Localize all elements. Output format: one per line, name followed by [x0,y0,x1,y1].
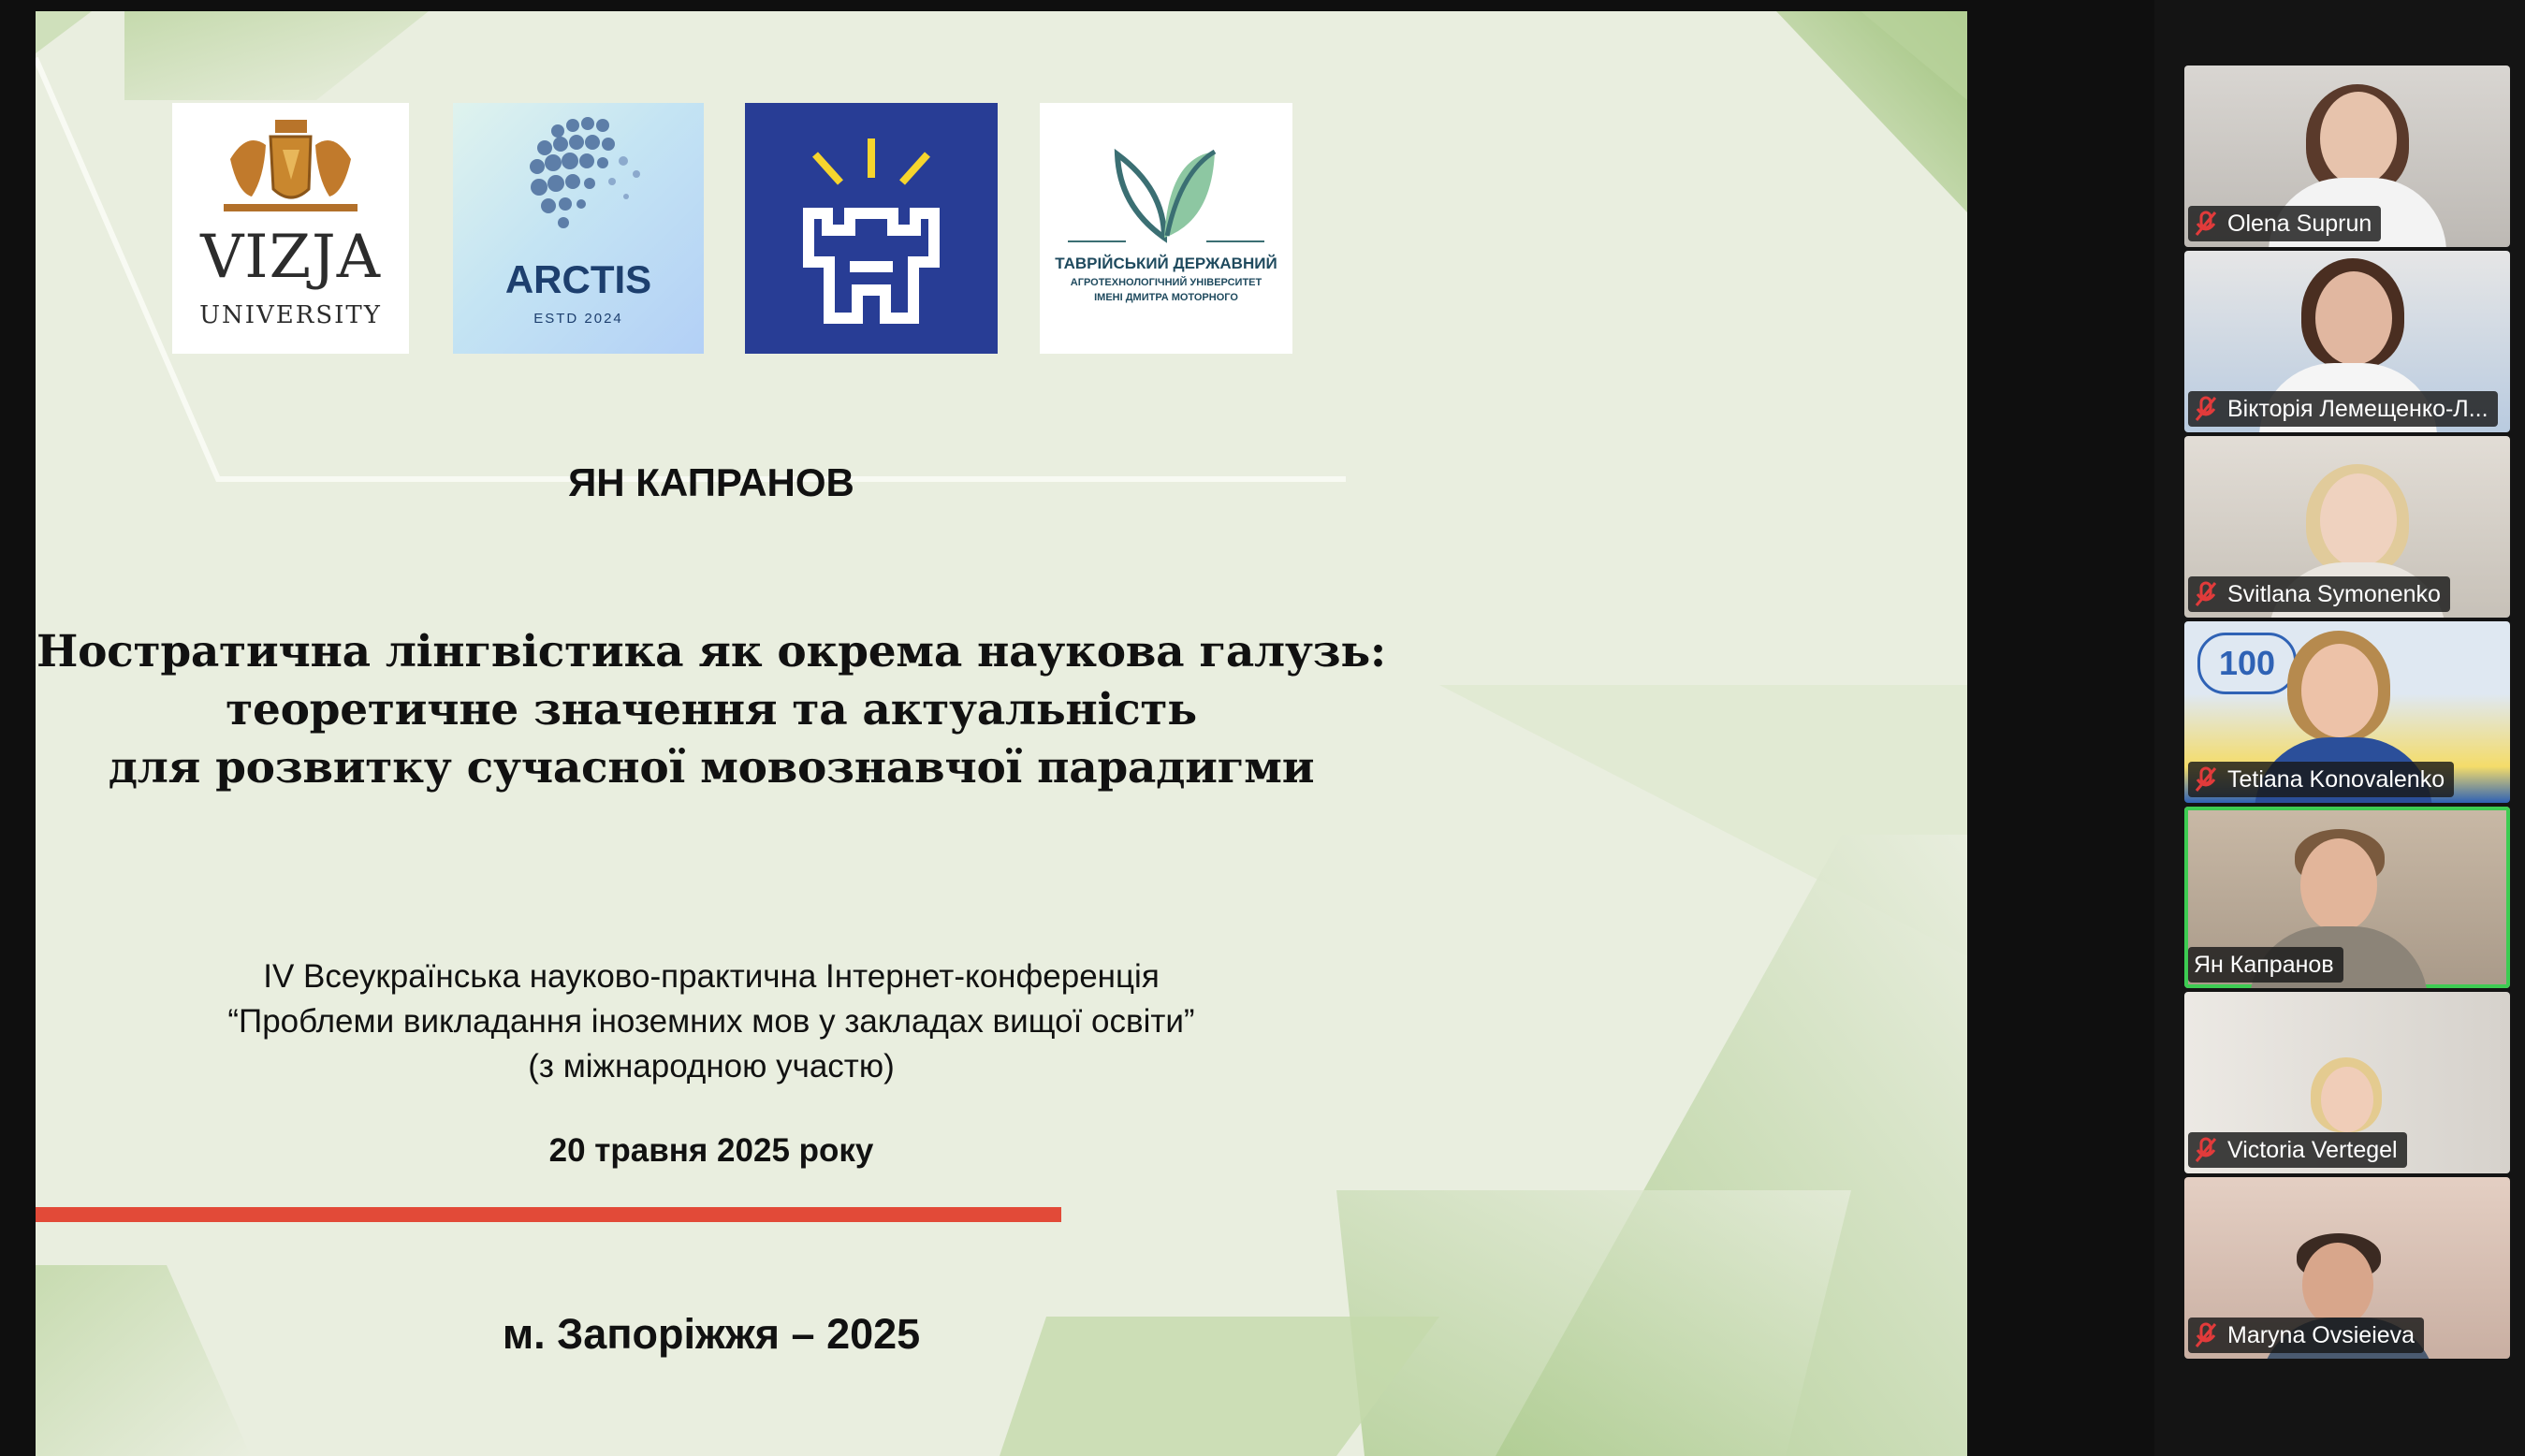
participant-name-tag [2188,762,2454,797]
participant-tile[interactable] [2184,436,2510,618]
participant-name-tag [2188,391,2498,427]
participant-tile-active-speaker[interactable] [2184,807,2510,988]
participant-name: Svitlana Symonenko [2227,580,2441,607]
participant-face [2300,838,2377,932]
participant-name: Victoria Vertegel [2227,1136,2398,1163]
participant-face [2301,644,2378,737]
participant-name: Tetiana Konovalenko [2227,765,2445,793]
participant-tile[interactable] [2184,1177,2510,1359]
conference-line: “Проблеми викладання іноземних мов у закладах вищої освіти” [227,1003,1195,1040]
tsatu-name-line1: ТАВРІЙСЬКИЙ ДЕРЖАВНИЙ [1055,255,1277,272]
participant-name: Ян Капранов [2194,951,2334,978]
leaf-book-icon [1040,103,1292,243]
participant-name-tag [2188,576,2450,612]
slide-title-line: теоретичне значення та актуальність [226,684,1197,735]
tower-rays-icon [745,103,998,354]
participant-tile[interactable] [2184,992,2510,1173]
participant-face [2320,473,2397,567]
participant-name: Вікторія Лемещенко-Л... [2227,395,2489,422]
tsatu-divider-left [1068,240,1126,242]
tsatu-name-line2: АГРОТЕХНОЛОГІЧНИЙ УНІВЕРСИТЕТ [1070,277,1262,288]
slide-title [36,623,1387,797]
tsatu-divider-right [1206,240,1264,242]
participant-face [2315,271,2392,365]
tsatu-name-line3: ІМЕНІ ДМИТРА МОТОРНОГО [1094,292,1238,303]
slide-title-line: для розвитку сучасної мовознавчої парадигми [108,742,1315,794]
conference-date: 20 травня 2025 року [548,1132,874,1169]
university-tower-logo [745,103,998,354]
jubilee-100-icon: 100 [2197,633,2297,694]
participant-name-tag [2188,1132,2407,1168]
arctis-wordmark: ARCTIS [504,257,652,301]
muted-mic-icon [2194,580,2218,608]
participant-tile[interactable] [2184,621,2510,803]
conference-info [36,954,1387,1089]
conference-place: м. Запоріжжя – 2025 [502,1310,921,1358]
participant-name-tag [2188,206,2381,241]
participant-face [2321,1067,2373,1132]
participant-tile[interactable] [2184,66,2510,247]
muted-mic-icon [2194,1136,2218,1164]
conference-line: (з міжнародною участю) [528,1048,895,1085]
participant-name-tag [2188,947,2343,983]
accent-divider [36,1207,1061,1222]
participant-face [2302,1243,2373,1327]
participant-name: Olena Suprun [2227,210,2372,237]
vizja-subtitle: UNIVERSITY [199,301,382,329]
arctis-logo [453,103,704,354]
muted-mic-icon [2194,210,2218,238]
conference-line: IV Всеукраїнська науково-практична Інтернет-конференція [263,958,1160,995]
muted-mic-icon [2194,1321,2218,1349]
slide-author: ЯН КАПРАНОВ [568,460,854,504]
tsatu-logo [1040,103,1292,354]
participant-name: Maryna Ovsieieva [2227,1321,2416,1348]
muted-mic-icon [2194,765,2218,794]
vizja-wordmark: VIZJA [200,223,381,292]
participant-name-tag [2188,1318,2424,1353]
slide-title-line: Ностратична лінгвістика як окрема наукова галузь: [36,626,1386,677]
muted-mic-icon [2194,395,2218,423]
vizja-crest-icon [172,103,409,225]
hexagon-globe-icon [453,103,704,253]
arctis-subtitle: ESTD 2024 [533,311,623,327]
participant-tile[interactable] [2184,251,2510,432]
shared-slide [36,11,1967,1456]
vizja-university-logo [172,103,409,354]
participant-face [2320,92,2397,185]
